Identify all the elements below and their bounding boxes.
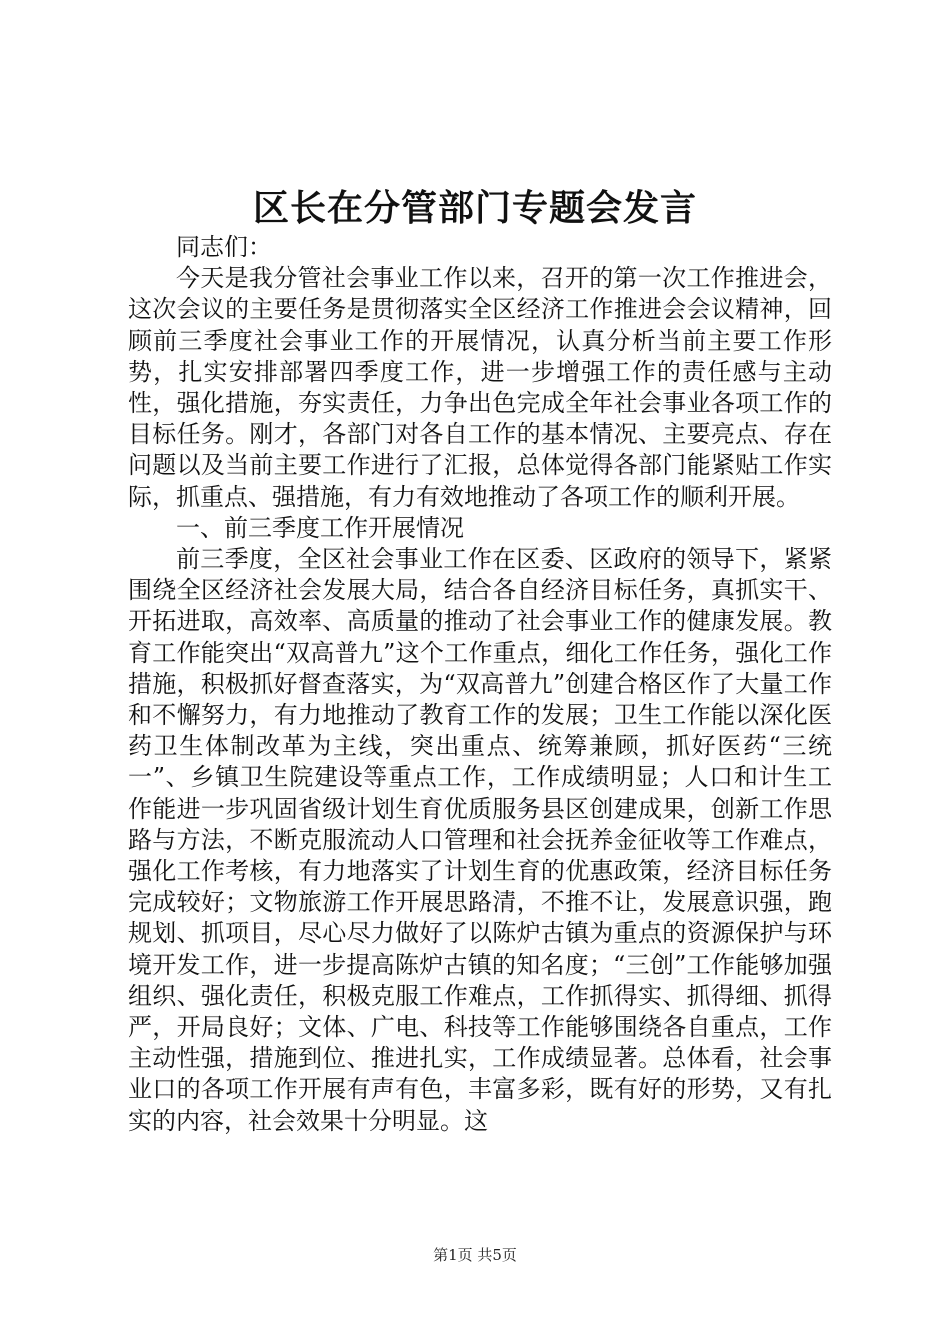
document-title: 区长在分管部门专题会发言 bbox=[252, 187, 697, 229]
paragraph: 今天是我分管社会事业工作以来，召开的第一次工作推进会，这次会议的主要任务是贯彻落实全区经济工作推进会会议精神，回顾前三季度社会事业工作的开展情况，认真分析当前主要工作形势，扎实安排部署四季度工作，进一步增强工作的责任感与主动性，强化措施，夯实责任，力争出色完成全年社会事业各项工作的目标任务。刚才，各部门对各自工作的基本情况、主要亮点、存在问题以及当前主要工作进行了汇报，总体觉得各部门能紧贴工作实际，抓重点、强措施，有力有效地推动了各项工作的顺利开展。 bbox=[128, 264, 832, 511]
salutation: 同志们： bbox=[176, 233, 272, 261]
document-body bbox=[128, 232, 832, 1137]
page-number-footer: 第1页 共5页 bbox=[433, 1246, 517, 1264]
section-heading: 一、前三季度工作开展情况 bbox=[176, 513, 464, 542]
paragraph: 前三季度，全区社会事业工作在区委、区政府的领导下，紧紧围绕全区经济社会发展大局，结合各自经济目标任务，真抓实干、开拓进取，高效率、高质量的推动了社会事业工作的健康发展。教育工作能突出“双高普九”这个工作重点，细化工作任务，强化工作措施，积极抓好督查落实，为“双高普九”创建合格区作了大量工作和不懈努力，有力地推动了教育工作的发展；卫生工作能以深化医药卫生体制改革为主线，突出重点、统筹兼顾，抓好医药“三统一”、乡镇卫生院建设等重点工作，工作成绩明显；人口和计生工作能进一步巩固省级计划生育优质服务县区创建成果，创新工作思路与方法，不断克服流动人口管理和社会抚养金征收等工作难点，强化工作考核，有力地落实了计划生育的优惠政策，经济目标任务完成较好；文物旅游工作开展思路清，不推不让，发展意识强，跑规划、抓项目，尽心尽力做好了以陈炉古镇为重点的资源保护与环境开发工作，进一步提高陈炉古镇的知名度；“三创”工作能够加强组织、强化责任，积极克服工作难点，工作抓得实、抓得细、抓得严，开局良好；文体、广电、科技等工作能够围绕各自重点，工作主动性强，措施到位、推进扎实，工作成绩显著。总体看，社会事业口的各项工作开展有声有色，丰富多彩，既有好的形势，又有扎实的内容，社会效果十分明显。这 bbox=[128, 545, 832, 1135]
